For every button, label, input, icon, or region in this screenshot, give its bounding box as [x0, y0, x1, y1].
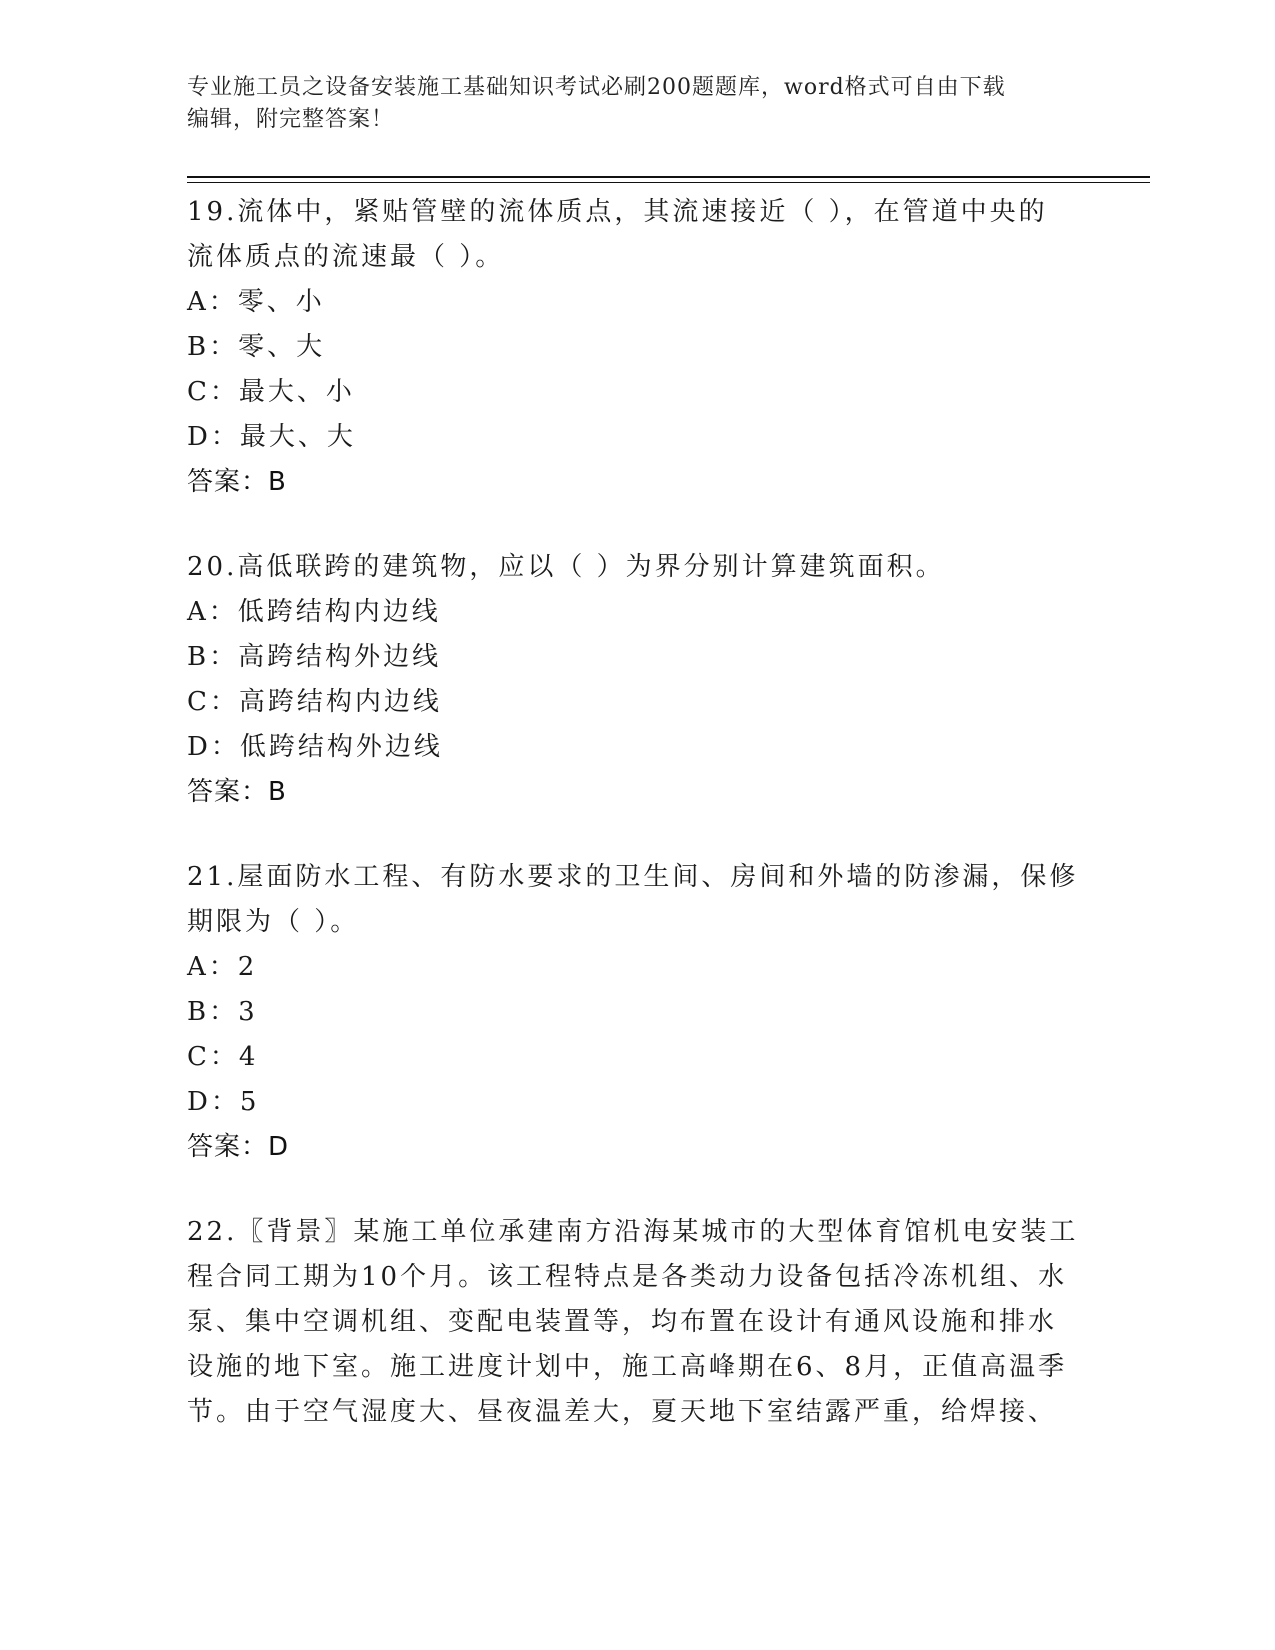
option-d: D：低跨结构外边线	[187, 732, 443, 762]
header-divider-thin	[187, 182, 1150, 183]
header-line-2: 编辑，附完整答案！	[187, 107, 395, 132]
option-c: C：最大、小	[187, 377, 355, 407]
stem-line: 泵、集中空调机组、变配电装置等，均布置在设计有通风设施和排水	[187, 1307, 1058, 1337]
question-stem	[187, 545, 1087, 590]
question-list	[187, 190, 1087, 1457]
question-22	[187, 1210, 1087, 1435]
option-d: D：5	[187, 1087, 260, 1117]
stem-line: 20.高低联跨的建筑物，应以（ ）为界分别计算建筑面积。	[187, 552, 945, 582]
question-20	[187, 545, 1087, 815]
option-b: B：零、大	[187, 332, 326, 362]
stem-line: 22.〖背景〗某施工单位承建南方沿海某城市的大型体育馆机电安装工	[187, 1217, 1079, 1247]
answer: 答案：D	[187, 1132, 290, 1162]
question-21	[187, 855, 1087, 1170]
option-b: B：高跨结构外边线	[187, 642, 442, 672]
stem-line: 设施的地下室。施工进度计划中，施工高峰期在6、8月，正值高温季	[187, 1352, 1068, 1382]
stem-line: 期限为（ ）。	[187, 907, 360, 937]
question-stem	[187, 855, 1087, 945]
question-19	[187, 190, 1087, 505]
document-header	[187, 72, 1067, 136]
option-a: A：零、小	[187, 287, 325, 317]
header-line-1: 专业施工员之设备安装施工基础知识考试必刷200题题库，word格式可自由下载	[187, 75, 1006, 100]
question-stem	[187, 1210, 1087, 1435]
stem-line: 21.屋面防水工程、有防水要求的卫生间、房间和外墙的防渗漏，保修	[187, 862, 1079, 892]
stem-line: 19.流体中，紧贴管壁的流体质点，其流速接近（ ），在管道中央的	[187, 197, 1048, 227]
question-stem	[187, 190, 1087, 280]
stem-line: 程合同工期为10个月。该工程特点是各类动力设备包括冷冻机组、水	[187, 1262, 1068, 1292]
option-d: D：最大、大	[187, 422, 356, 452]
answer: 答案：B	[187, 467, 287, 497]
answer: 答案：B	[187, 777, 287, 807]
header-divider-thick	[187, 176, 1150, 178]
stem-line: 节。由于空气湿度大、昼夜温差大，夏天地下室结露严重，给焊接、	[187, 1397, 1058, 1427]
option-a: A：低跨结构内边线	[187, 597, 441, 627]
option-b: B：3	[187, 997, 258, 1027]
option-c: C：高跨结构内边线	[187, 687, 442, 717]
option-a: A：2	[187, 952, 258, 982]
stem-line: 流体质点的流速最（ ）。	[187, 242, 505, 272]
option-c: C：4	[187, 1042, 259, 1072]
